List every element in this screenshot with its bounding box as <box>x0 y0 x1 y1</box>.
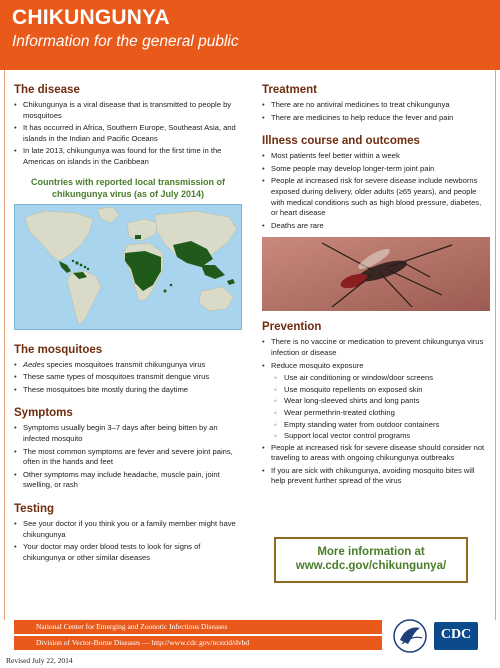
caribbean-island <box>72 259 74 261</box>
symptoms-heading: Symptoms <box>14 407 73 420</box>
list-item: • It has occurred in Africa, Southern Europe, Southeast Asia, and islands in the Indian and Pacific Oceans <box>14 123 242 144</box>
list-item <box>14 372 242 383</box>
sub-list-item: ◦ Empty standing water from outdoor containers <box>262 420 490 431</box>
more-info-box <box>274 537 468 583</box>
indian-ocean-island <box>170 283 173 286</box>
list-item: • The most common symptoms are fever and severe joint pains, often in the hands and feet <box>14 447 242 468</box>
mosquitoes-list <box>14 360 242 396</box>
revised-date: Revised July 22, 2014 <box>6 656 73 665</box>
header-banner <box>0 0 500 70</box>
list-item <box>14 385 242 396</box>
left-column <box>14 84 242 565</box>
list-item: • See your doctor if you think you or a family member might have chikungunya <box>14 519 242 540</box>
list-item: • Most patients feel better within a week <box>262 151 490 162</box>
disease-list <box>14 100 242 168</box>
illness-list <box>262 151 490 231</box>
sub-list-item: ◦ Wear long-sleeved shirts and long pants <box>262 396 490 407</box>
sub-list-item: ◦ Support local vector control programs <box>262 431 490 442</box>
list-item: • Chikungunya is a viral disease that is transmitted to people by mosquitoes <box>14 100 242 121</box>
sub-list-item: ◦ Wear permethrin-treated clothing <box>262 408 490 419</box>
sub-list-item: ◦ Use mosquito repellents on exposed skin <box>262 385 490 396</box>
map-title: Countries with reported local transmission of chikungunya virus (as of July 2014) <box>30 176 226 199</box>
section-prevention <box>262 321 490 487</box>
world-map <box>14 204 242 330</box>
list-item: • Other symptoms may include headache, muscle pain, joint swelling, or rash <box>14 470 242 491</box>
mosquito-photo <box>262 237 490 311</box>
more-info-label: More information at <box>317 546 425 558</box>
list-item: • In late 2013, chikungunya was found for the first time in the Americas on islands in the Caribbean <box>14 146 242 167</box>
cdc-logo-text: CDC <box>440 627 472 642</box>
list-item: • Deaths are rare <box>262 221 490 232</box>
page-title: CHIKUNGUNYA <box>12 6 170 29</box>
list-item-text: These mosquitoes bite mostly during the daytime <box>23 384 189 394</box>
prevention-list <box>262 337 490 487</box>
section-treatment <box>262 84 490 123</box>
caribbean-island <box>84 265 87 268</box>
testing-list <box>14 519 242 563</box>
list-item <box>14 360 242 371</box>
symptoms-list <box>14 423 242 491</box>
list-item: • Some people may develop longer-term joint pain <box>262 164 490 175</box>
world-map-graphic <box>15 205 242 330</box>
list-item: • People at increased risk for severe disease include newborns exposed during delivery, older adults (≥65 years), and people with medical conditions such as high blood pressure, diabetes, or heart disease <box>262 176 490 218</box>
list-item-text: These same types of mosquitoes transmit dengue virus <box>23 372 210 382</box>
page-subtitle: Information for the general public <box>12 33 239 50</box>
indian-ocean-island <box>164 289 167 292</box>
caribbean-island <box>75 261 78 264</box>
list-item: • There are no antiviral medicines to treat chikungunya <box>262 100 490 111</box>
list-item: • There is no vaccine or medication to prevent chikungunya virus infection or disease <box>262 337 490 358</box>
illness-heading: Illness course and outcomes <box>262 135 420 148</box>
caribbean-island <box>80 263 83 266</box>
treatment-heading: Treatment <box>262 84 317 96</box>
caribbean-island <box>87 267 89 269</box>
testing-heading: Testing <box>14 502 55 515</box>
treatment-list <box>262 100 490 123</box>
prevention-heading: Prevention <box>262 321 322 334</box>
disease-heading: The disease <box>14 84 80 96</box>
list-item: • Symptoms usually begin 3–7 days after being bitten by an infected mosquito <box>14 423 242 444</box>
list-item: • Your doctor may order blood tests to look for signs of chikungunya or other similar diseases <box>14 542 242 563</box>
aedes-term: Aedes <box>23 359 45 369</box>
mosquitoes-heading: The mosquitoes <box>14 343 103 356</box>
section-illness <box>262 135 490 231</box>
logo-area <box>372 616 492 656</box>
section-testing <box>14 503 242 563</box>
section-symptoms <box>14 407 242 491</box>
footer-center-name: National Center for Emerging and Zoonotic Infectious Diseases <box>36 622 228 631</box>
section-mosquitoes <box>14 344 242 396</box>
more-info-link[interactable]: www.cdc.gov/chikungunya/ <box>295 560 447 572</box>
sub-list-item: ◦ Use air conditioning or window/door screens <box>262 373 490 384</box>
section-disease <box>14 84 242 168</box>
cdc-logo <box>434 622 478 650</box>
list-item: • Reduce mosquito exposure <box>262 361 490 372</box>
list-item-text: species mosquitoes transmit chikungunya virus <box>44 359 206 369</box>
right-column <box>262 84 490 489</box>
footer-division-link[interactable]: Division of Vector-Borne Diseases — http://www.cdc.gov/ncezid/dvbd <box>36 638 250 647</box>
southern-europe-highlight <box>135 235 141 239</box>
list-item: • People at increased risk for severe disease should consider not traveling to areas with ongoing chikungunya outbreaks <box>262 443 490 464</box>
list-item: • There are medicines to help reduce the fever and pain <box>262 113 490 124</box>
mosquito-photo-graphic <box>262 237 490 311</box>
list-item: • If you are sick with chikungunya, avoiding mosquito bites will help prevent further spread of the virus <box>262 466 490 487</box>
